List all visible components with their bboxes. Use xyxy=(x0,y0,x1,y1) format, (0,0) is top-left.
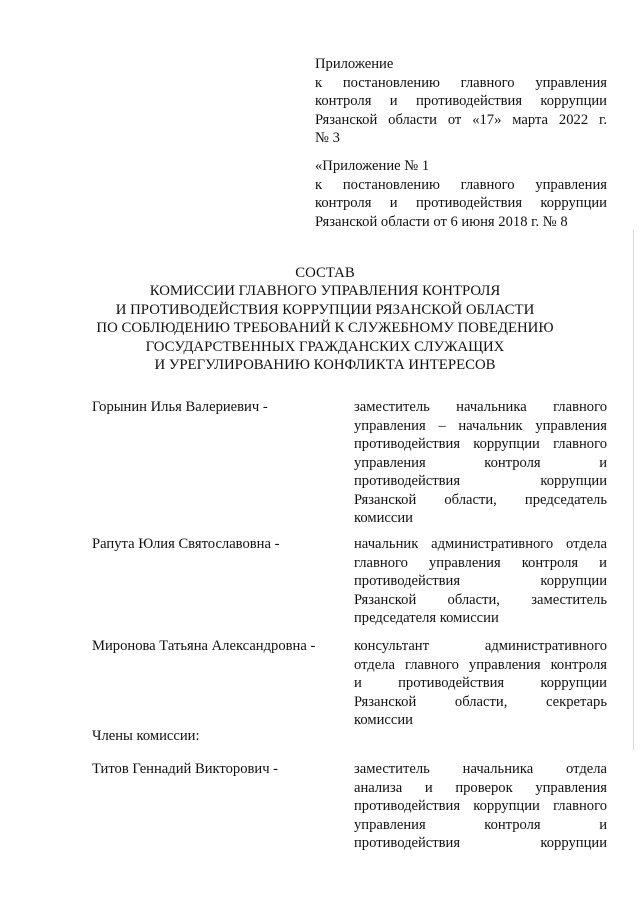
appendix-current-block xyxy=(315,55,607,148)
document-title xyxy=(60,264,590,374)
title-line: И УРЕГУЛИРОВАНИЮ КОНФЛИКТА ИНТЕРЕСОВ xyxy=(154,357,496,374)
position-line: и противодействия коррупции xyxy=(354,675,607,691)
position-line: Рязанской области, секретарь xyxy=(354,693,607,710)
member-name: Титов Геннадий Викторович - xyxy=(92,761,279,777)
title-line: ПО СОБЛЮДЕНИЮ ТРЕБОВАНИЙ К СЛУЖЕБНОМУ ПОВЕДЕНИЮ xyxy=(96,320,554,337)
member-position xyxy=(354,760,607,853)
position-line: противодействия коррупции главного xyxy=(354,436,607,452)
position-line: Рязанской области, заместитель xyxy=(354,591,607,608)
position-line: противодействия коррупции xyxy=(354,573,607,589)
position-line: управления контроля и xyxy=(354,816,607,833)
title-line: И ПРОТИВОДЕЙСТВИЯ КОРРУПЦИИ РЯЗАНСКОЙ ОБЛАСТИ xyxy=(115,301,535,318)
appendix-line: Рязанской области от «17» марта 2022 г. xyxy=(315,111,607,128)
appendix-line: контроля и противодействия коррупции xyxy=(315,93,607,109)
position-line: отдела главного управления контроля xyxy=(354,656,607,673)
appendix-line: контроля и противодействия коррупции xyxy=(315,195,607,211)
position-line: заместитель начальника отдела xyxy=(354,761,607,777)
position-line: консультант административного xyxy=(354,638,607,654)
position-line: анализа и проверок управления xyxy=(354,779,607,796)
scan-edge-line xyxy=(633,230,634,750)
member-position xyxy=(354,637,607,730)
position-line: противодействия коррупции главного xyxy=(354,798,607,814)
appendix-original-block xyxy=(315,157,607,231)
appendix-line: к постановлению главного управления xyxy=(315,176,607,193)
position-line: управления контроля и xyxy=(354,454,607,471)
position-line: комиссии xyxy=(354,712,413,728)
position-line: Рязанской области, председатель xyxy=(354,491,607,508)
title-line: СОСТАВ xyxy=(295,265,355,281)
position-line: председателя комиссии xyxy=(354,610,499,626)
position-line: управления – начальник управления xyxy=(354,417,607,434)
position-line: комиссии xyxy=(354,510,413,526)
position-line: главного управления контроля и xyxy=(354,554,607,571)
member-name: Горынин Илья Валериевич - xyxy=(92,399,268,415)
appendix-line: «Приложение № 1 xyxy=(315,158,430,174)
member-position xyxy=(354,398,607,528)
appendix-line: к постановлению главного управления xyxy=(315,74,607,91)
position-line: противодействия коррупции xyxy=(354,473,607,489)
title-line: ГОСУДАРСТВЕННЫХ ГРАЖДАНСКИХ СЛУЖАЩИХ xyxy=(145,338,505,355)
member-position xyxy=(354,535,607,628)
position-line: заместитель начальника главного xyxy=(354,399,607,415)
title-line: КОМИССИИ ГЛАВНОГО УПРАВЛЕНИЯ КОНТРОЛЯ xyxy=(149,283,501,300)
appendix-line: № 3 xyxy=(315,130,340,146)
members-heading: Члены комиссии: xyxy=(92,728,200,744)
appendix-line: Приложение xyxy=(315,56,394,72)
member-name: Рапута Юлия Святославовна - xyxy=(92,536,280,552)
position-line: начальник административного отдела xyxy=(354,536,607,552)
member-name: Миронова Татьяна Александровна - xyxy=(92,638,316,654)
position-line: противодействия коррупции xyxy=(354,835,607,851)
appendix-line: Рязанской области от 6 июня 2018 г. № 8 xyxy=(315,213,568,230)
